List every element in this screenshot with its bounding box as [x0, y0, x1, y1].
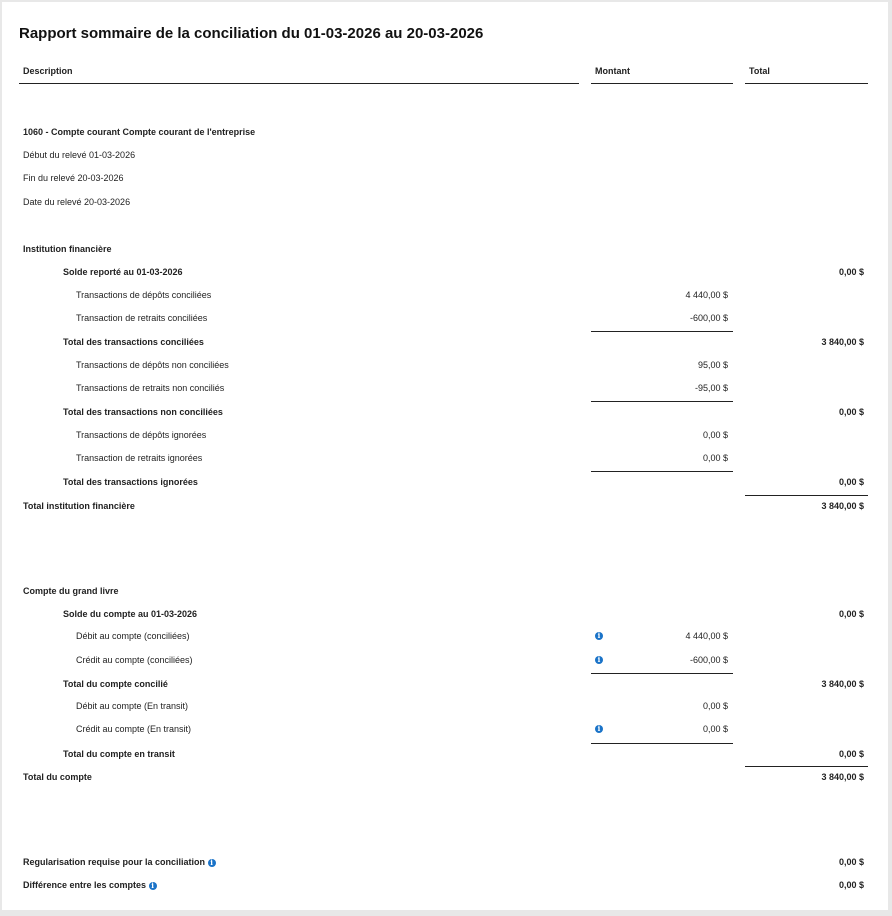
info-icon[interactable]: i [595, 632, 603, 640]
statement-date-row [2, 195, 888, 211]
info-icon[interactable]: i [208, 859, 216, 867]
bank-opening-label: Solde reporté au 01-03-2026 [63, 267, 183, 277]
ledger-heading-row [2, 584, 888, 600]
bank-opening-total: 0,00 $ [838, 267, 864, 277]
table-row [2, 722, 888, 738]
ledger-debit-tr-label: Débit au compte (En transit) [76, 701, 189, 711]
ledger-total-tr-label: Total du compte en transit [63, 749, 175, 759]
bank-total-ign-label: Total des transactions ignorées [63, 477, 198, 487]
report-title: Rapport sommaire de la conciliation du 01-03-2026 au 20-03-2026 [19, 25, 484, 42]
table-row [2, 451, 888, 467]
ledger-debit-tr-amount: 0,00 $ [702, 701, 728, 711]
difference-value: 0,00 $ [838, 880, 864, 890]
statement-date: Date du relevé 20-03-2026 [23, 197, 131, 207]
account-name: 1060 - Compte courant Compte courant de l'entreprise [23, 127, 256, 137]
statement-end-row [2, 171, 888, 187]
ledger-credit-rec-label: Crédit au compte (conciliées) [76, 655, 193, 665]
bank-total-unrec: 0,00 $ [838, 407, 864, 417]
bank-total-label: Total institution financière [23, 501, 135, 511]
table-row [2, 677, 888, 693]
table-row [2, 288, 888, 304]
bank-dep-unrec-amount: 95,00 $ [697, 360, 728, 370]
statement-start: Début du relevé 01-03-2026 [23, 150, 136, 160]
info-icon[interactable]: i [595, 656, 603, 664]
table-row [2, 770, 888, 786]
bank-total-ign: 0,00 $ [838, 477, 864, 487]
column-header-amount: Montant [591, 66, 733, 84]
account-name-row [2, 125, 888, 141]
bank-wd-rec-label: Transaction de retraits conciliées [76, 313, 208, 323]
bank-dep-unrec-label: Transactions de dépôts non conciliées [76, 360, 229, 370]
ledger-total: 3 840,00 $ [821, 772, 864, 782]
difference-label: Différence entre les comptes [23, 880, 147, 890]
table-row [2, 405, 888, 421]
table-row [2, 475, 888, 491]
bank-wd-rec-amount: -600,00 $ [689, 313, 728, 323]
total-rule [745, 766, 868, 767]
table-row [2, 265, 888, 281]
ledger-opening-label: Solde du compte au 01-03-2026 [63, 609, 198, 619]
bank-wd-ign-amount: 0,00 $ [702, 453, 728, 463]
bank-total-rec: 3 840,00 $ [821, 337, 864, 347]
ledger-debit-rec-amount: 4 440,00 $ [685, 631, 728, 641]
ledger-total-label: Total du compte [23, 772, 92, 782]
total-rule [745, 495, 868, 496]
table-row [2, 428, 888, 444]
subtotal-rule [591, 401, 733, 402]
bank-heading: Institution financière [23, 244, 112, 254]
bank-wd-unrec-amount: -95,00 $ [694, 383, 728, 393]
adjustment-label: Regularisation requise pour la conciliation [23, 857, 206, 867]
statement-start-row [2, 148, 888, 164]
table-row [2, 747, 888, 763]
bank-wd-unrec-label: Transactions de retraits non conciliés [76, 383, 225, 393]
bank-total-rec-label: Total des transactions conciliées [63, 337, 204, 347]
bank-dep-ign-amount: 0,00 $ [702, 430, 728, 440]
adjustment-value: 0,00 $ [838, 857, 864, 867]
ledger-total-rec-label: Total du compte concilié [63, 679, 168, 689]
subtotal-rule [591, 673, 733, 674]
table-row [2, 311, 888, 327]
adjustment-label-wrap [23, 857, 216, 867]
subtotal-rule [591, 471, 733, 472]
statement-end: Fin du relevé 20-03-2026 [23, 173, 124, 183]
ledger-total-tr: 0,00 $ [838, 749, 864, 759]
table-row [2, 629, 888, 645]
bank-dep-ign-label: Transactions de dépôts ignorées [76, 430, 207, 440]
ledger-credit-tr-label: Crédit au compte (En transit) [76, 724, 192, 734]
table-row [2, 499, 888, 515]
info-icon[interactable]: i [595, 725, 603, 733]
column-header-total: Total [745, 66, 868, 84]
ledger-opening-total: 0,00 $ [838, 609, 864, 619]
table-row [2, 358, 888, 374]
difference-label-wrap [23, 880, 157, 890]
bank-dep-rec-label: Transactions de dépôts conciliées [76, 290, 212, 300]
ledger-credit-tr-amount: 0,00 $ [702, 724, 728, 734]
report-page [2, 2, 888, 910]
ledger-debit-rec-label: Débit au compte (conciliées) [76, 631, 190, 641]
table-row [2, 855, 888, 871]
column-header-description: Description [19, 66, 579, 84]
bank-heading-row [2, 242, 888, 258]
ledger-credit-rec-amount: -600,00 $ [689, 655, 728, 665]
table-row [2, 381, 888, 397]
bank-total-unrec-label: Total des transactions non conciliées [63, 407, 223, 417]
table-row [2, 699, 888, 715]
bank-dep-rec-amount: 4 440,00 $ [685, 290, 728, 300]
subtotal-rule [591, 331, 733, 332]
table-row [2, 878, 888, 894]
table-row [2, 335, 888, 351]
bank-total: 3 840,00 $ [821, 501, 864, 511]
table-row [2, 607, 888, 623]
info-icon[interactable]: i [149, 882, 157, 890]
bank-wd-ign-label: Transaction de retraits ignorées [76, 453, 203, 463]
ledger-total-rec: 3 840,00 $ [821, 679, 864, 689]
subtotal-rule [591, 743, 733, 744]
table-row [2, 653, 888, 669]
ledger-heading: Compte du grand livre [23, 586, 119, 596]
